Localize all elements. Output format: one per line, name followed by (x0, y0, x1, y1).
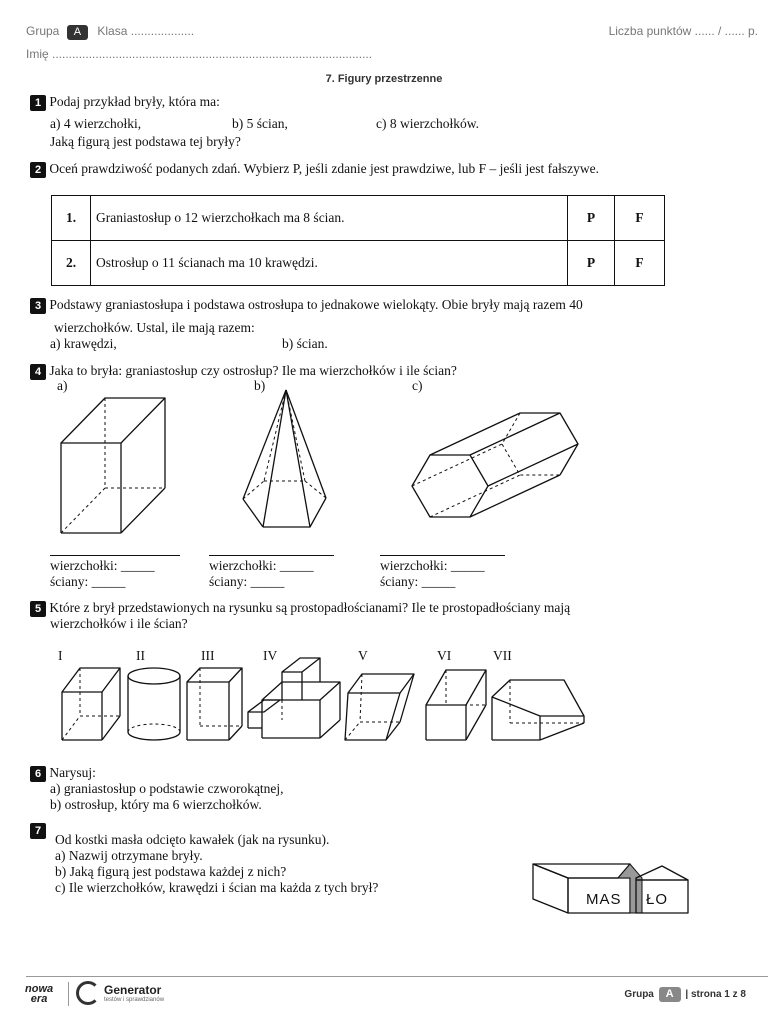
q4-label-a: a) (57, 378, 68, 393)
question-number: 7 (30, 823, 46, 839)
row-number: 2. (52, 241, 91, 286)
pyramid-figure-b (243, 390, 326, 527)
question-text: Jaka to bryła: graniastosłup czy ostrosłup? Ile ma wierzchołków i ile ścian? (49, 363, 457, 378)
q4-faces-b[interactable]: ściany: _____ (209, 574, 285, 589)
q4-label-b: b) (254, 378, 266, 393)
q7-option-a: a) Nazwij otrzymane bryły. (55, 848, 203, 863)
footer-group-label: Grupa (624, 989, 654, 1000)
footer-divider (26, 976, 768, 977)
false-option[interactable]: F (615, 196, 665, 241)
question-text: Które z brył przedstawionych na rysunku są prostopadłościanami? Ile te prostopadłościany mają (49, 600, 571, 615)
q6-option-a: a) graniastosłup o podstawie czworokątnej, (50, 781, 284, 796)
cuboid-figure-a (61, 398, 165, 533)
question-number: 5 (30, 601, 46, 617)
generator-title: Generator (104, 983, 162, 997)
solid-II (128, 668, 180, 740)
true-option[interactable]: P (568, 241, 615, 286)
solid-label-II: II (136, 648, 145, 663)
butter-label-right: ŁO (646, 891, 669, 908)
generator-logo-icon (76, 981, 100, 1005)
solid-VII (492, 680, 584, 740)
answer-line-b[interactable] (209, 542, 334, 556)
question-text: Podaj przykład bryły, która ma: (49, 94, 220, 109)
q1-option-c: c) 8 wierzchołków. (376, 116, 479, 131)
group-badge: A (67, 25, 88, 40)
name-label: Imię (26, 47, 49, 61)
q7-option-b: b) Jaką figurą jest podstawa każdej z nich? (55, 864, 287, 879)
hexagonal-prism-figure-c (412, 413, 578, 517)
logo-top: nowa (25, 983, 54, 995)
false-option[interactable]: F (615, 241, 665, 286)
q4-vertices-b[interactable]: wierzchołki: _____ (209, 558, 314, 573)
q7-option-c: c) Ile wierzchołków, krawędzi i ścian ma każda z tych brył? (55, 880, 379, 895)
solid-I (62, 668, 120, 740)
class-label: Klasa (97, 24, 128, 38)
solid-label-III: III (201, 648, 215, 663)
name-field[interactable]: ................................................................................................ (52, 47, 373, 61)
q3-line-2: wierzchołków. Ustal, ile mają razem: (54, 320, 255, 335)
q3-option-a: a) krawędzi, (50, 336, 117, 351)
row-statement: Ostrosłup o 11 ścianach ma 10 krawędzi. (91, 241, 568, 286)
question-text: Podstawy graniastosłupa i podstawa ostrosłupa to jednakowe wielokąty. Obie bryły mają razem 40 (49, 297, 583, 312)
footer-separator (68, 982, 69, 1006)
nowa-era-logo (25, 984, 53, 1004)
solid-label-V: V (358, 648, 368, 663)
solid-IV (248, 658, 340, 738)
question-number: 2 (30, 162, 46, 178)
solid-label-VI: VI (437, 648, 452, 663)
solid-label-IV: IV (263, 648, 278, 663)
answer-line-a[interactable] (50, 542, 180, 556)
question-text: Narysuj: (49, 765, 96, 780)
q3-option-b: b) ścian. (282, 336, 328, 351)
q4-vertices-c[interactable]: wierzchołki: _____ (380, 558, 485, 573)
q4-faces-c[interactable]: ściany: _____ (380, 574, 456, 589)
solid-VI (426, 670, 486, 740)
group-label: Grupa (26, 24, 60, 38)
points-field[interactable]: Liczba punktów ...... / ...... p. (608, 24, 758, 38)
true-option[interactable]: P (568, 196, 615, 241)
question-7-text: Od kostki masła odcięto kawałek (jak na rysunku). (55, 832, 330, 847)
q1-option-b: b) 5 ścian, (232, 116, 288, 131)
footer-group-badge: A (659, 987, 681, 1002)
row-number: 1. (52, 196, 91, 241)
q6-option-b: b) ostrosłup, który ma 6 wierzchołków. (50, 797, 262, 812)
q4-label-c: c) (412, 378, 423, 393)
solid-label-I: I (58, 648, 63, 663)
q4-faces-a[interactable]: ściany: _____ (50, 574, 126, 589)
question-number: 6 (30, 766, 46, 782)
class-field[interactable]: ................... (130, 24, 195, 38)
q4-vertices-a[interactable]: wierzchołki: _____ (50, 558, 155, 573)
solid-V (345, 674, 414, 740)
question-number: 4 (30, 364, 46, 380)
question-number: 3 (30, 298, 46, 314)
solid-label-VII: VII (493, 648, 512, 663)
solid-III (187, 668, 242, 740)
q1-option-a: a) 4 wierzchołki, (50, 116, 142, 131)
butter-label-left: MAS (586, 891, 622, 908)
question-7-number (30, 821, 46, 839)
page-title: 7. Figury przestrzenne (325, 73, 443, 85)
generator-subtitle: testów i sprawdzianów (104, 997, 165, 1003)
row-statement: Graniastosłup o 12 wierzchołkach ma 8 ścian. (91, 196, 568, 241)
page-indicator (624, 987, 746, 1002)
question-text: Oceń prawdziwość podanych zdań. Wybierz P, jeśli zdanie jest prawdziwe, lub F – jeśli jest fałszywe. (49, 161, 600, 176)
question-number: 1 (30, 95, 46, 111)
logo-bottom: era (30, 993, 48, 1005)
page-number: | strona 1 z 8 (685, 989, 746, 1000)
answer-line-c[interactable] (380, 542, 505, 556)
q1-follow-up: Jaką figurą jest podstawa tej bryły? (50, 134, 241, 149)
q5-line-2: wierzchołków i ile ścian? (50, 616, 188, 631)
